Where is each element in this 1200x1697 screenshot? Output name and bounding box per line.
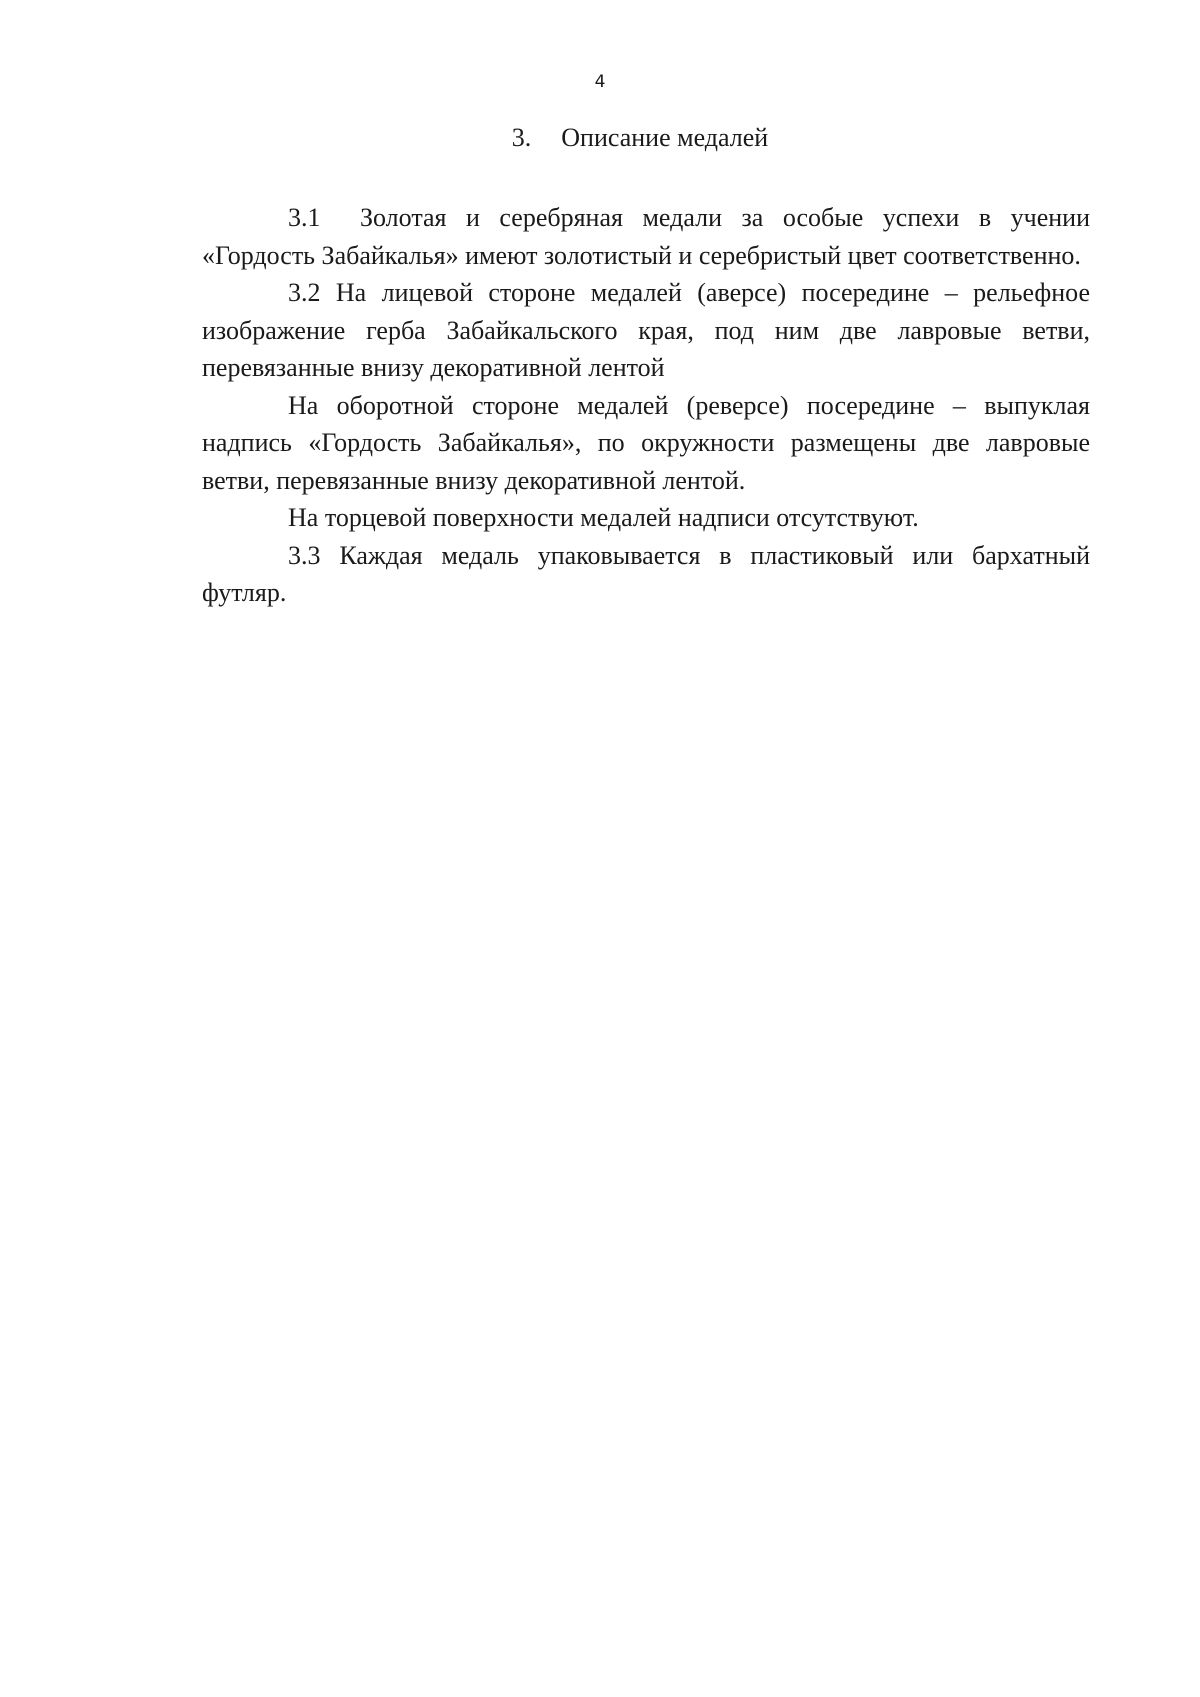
clause-number-3-1: 3.1	[288, 203, 321, 232]
page-number: 4	[594, 72, 606, 92]
section-body	[202, 199, 1090, 612]
paragraph-3-1	[202, 199, 1090, 274]
paragraph-text: Золотая и серебряная медали за особые успехи в учении «Гордость Забайкалья» имеют золотистый и серебристый цвет соответственно.	[202, 203, 1090, 270]
paragraph-edge-surface: На торцевой поверхности медалей надписи отсутствуют.	[288, 503, 919, 532]
section-heading	[0, 122, 1200, 154]
paragraph-3-3: 3.3 Каждая медаль упаковывается в пластиковый или бархатный футляр.	[202, 540, 1090, 607]
paragraph-reverse-side: На оборотной стороне медалей (реверсе) посередине – выпуклая надпись «Гордость Забайкалья», по окружности размещены две лавровые ветви, перевязанные внизу декоративной лентой.	[202, 390, 1090, 495]
paragraph-3-2: 3.2 На лицевой стороне медалей (аверсе) посередине – рельефное изображение герба Забайкальского края, под ним две лавровые ветви, перевязанные внизу декоративной лентой	[202, 278, 1090, 382]
section-number: 3.	[511, 123, 532, 152]
section-title: Описание медалей	[561, 123, 769, 152]
